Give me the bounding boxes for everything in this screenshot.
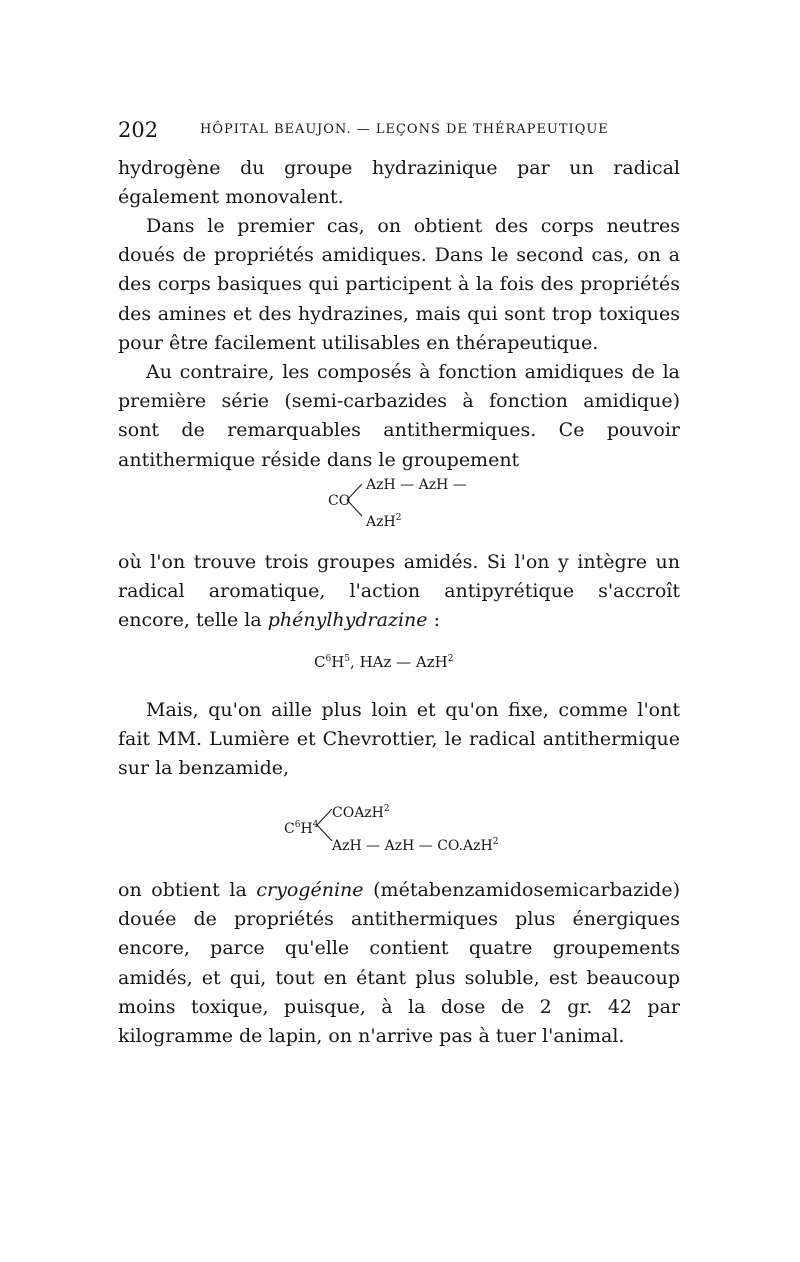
formula-3-bottom: [332, 833, 498, 855]
cryogenine-term: cryogénine: [256, 879, 364, 901]
formula-2-end-sup: 2: [447, 654, 454, 664]
formula-2-c: C: [314, 653, 326, 671]
formula-2-c-sup: 6: [325, 654, 332, 664]
paragraph-4-text: où l'on trouve trois groupes amidés. Si l'on y intègre un radical aromatique, l'action antipyrétique s'accroît encore, telle la: [118, 551, 680, 632]
running-title: HÔPITAL BEAUJON. — LEÇONS DE THÉRAPEUTIQUE: [200, 122, 609, 137]
formula-1-bottom-base: AzH: [366, 514, 396, 530]
formula-1-bracket: [346, 478, 366, 522]
formula-3-left-c-sup: 6: [294, 820, 301, 830]
paragraph-4-tail: :: [427, 609, 440, 632]
formula-2-mid: , HAz — AzH: [350, 653, 448, 671]
paragraph-5: Mais, qu'on aille plus loin et qu'on fixe, comme l'ont fait MM. Lumière et Chevrottier, le radical antithermique sur la benzamide,: [118, 699, 680, 780]
paragraph-2: Dans le premier cas, on obtient des corps neutres doués de propriétés amidiques. Dans le second cas, on a des corps basiques qui participent à la fois des propriétés des amines et des hydrazines, mais qui sont trop toxiques pour être facilement utilisables en thérapeutique.: [118, 215, 680, 354]
formula-1-bottom-sup: 2: [395, 513, 402, 523]
phenylhydrazine-term: phénylhydrazine: [267, 609, 428, 632]
paragraph-6: [118, 876, 680, 1051]
running-header: [118, 116, 678, 144]
paragraph-1: hydrogène du groupe hydrazinique par un radical également monovalent.: [118, 157, 680, 209]
formula-phenylhydrazine: [314, 650, 454, 671]
formula-3-left-c: C: [284, 821, 295, 837]
formula-3-bottom-base: AzH — AzH — CO.AzH: [332, 838, 493, 854]
page-number: 202: [118, 118, 159, 142]
formula-2-h: H: [331, 653, 345, 671]
paragraph-6-text: (métabenzamidosemicarbazide) douée de propriétés antithermiques plus énergiques encore, parce qu'elle contient quatre groupements amidés, et qui, tout en étant plus soluble, est beaucoup moins toxique, puisque, à la dose de 2 gr. 42 par kilogramme de lapin, on n'arrive pas à tuer l'animal.: [118, 879, 680, 1048]
formula-3-top-sup: 2: [383, 804, 390, 814]
formula-1-co: CO: [328, 493, 351, 509]
formula-3-bottom-sup: 2: [492, 837, 499, 847]
formula-3-left-h: H: [300, 821, 313, 837]
paragraph-6-lead: on obtient la: [118, 879, 257, 901]
formula-3-top-base: COAzH: [332, 805, 384, 821]
paragraph-3: Au contraire, les composés à fonction amidiques de la première série (semi-carbazides à fonction amidique) sont de remarquables antithermiques. Ce pouvoir antithermique réside dans le groupement: [118, 361, 680, 471]
formula-3-top: [332, 800, 390, 822]
formula-3-left-h-sup: 4: [312, 820, 319, 830]
formula-2-h-sup: 5: [344, 654, 351, 664]
formula-1-top: AzH — AzH —: [366, 477, 467, 493]
paragraph-4: [118, 548, 680, 636]
formula-1-bottom: [366, 509, 401, 531]
formula-3-left: [284, 816, 318, 838]
